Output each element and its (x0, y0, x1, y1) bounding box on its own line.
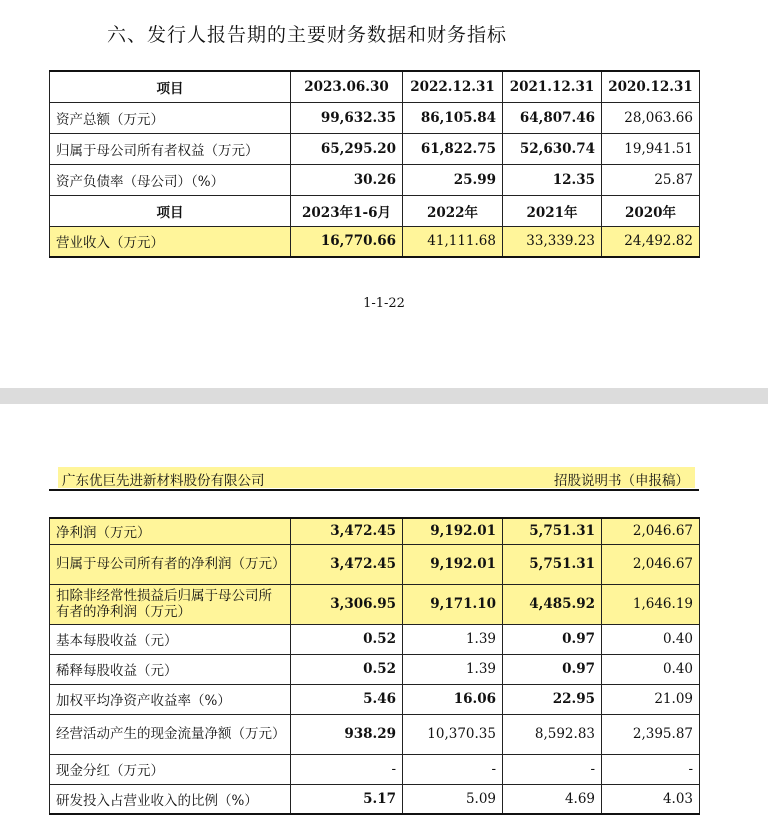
table-row (50, 784, 700, 814)
header-cell: 2020年 (602, 195, 700, 226)
table-row (50, 584, 700, 624)
table-row (50, 544, 700, 584)
value-cell: - (602, 754, 700, 784)
value-cell: 0.52 (291, 624, 403, 654)
table-header-row (50, 71, 700, 102)
header-cell: 2020.12.31 (602, 71, 700, 102)
financial-data-table-2 (49, 517, 700, 815)
value-cell: - (291, 754, 403, 784)
header-cell: 2021.12.31 (503, 71, 602, 102)
row-label: 扣除非经常性损益后归属于母公司所有者的净利润（万元） (50, 584, 291, 624)
value-cell: - (503, 754, 602, 784)
header-rule (49, 489, 699, 491)
table-row (50, 754, 700, 784)
table-row (50, 164, 700, 195)
value-cell: 25.87 (602, 164, 700, 195)
value-cell: 9,192.01 (403, 518, 503, 544)
value-cell: 0.40 (602, 654, 700, 684)
value-cell: 25.99 (403, 164, 503, 195)
value-cell: 5,751.31 (503, 518, 602, 544)
value-cell: 16,770.66 (291, 226, 403, 257)
row-label: 归属于母公司所有者权益（万元） (50, 133, 291, 164)
value-cell: 61,822.75 (403, 133, 503, 164)
value-cell: 4,485.92 (503, 584, 602, 624)
row-label: 资产负债率（母公司）（%） (50, 164, 291, 195)
table-row (50, 133, 700, 164)
table-row (50, 714, 700, 754)
table-row (50, 624, 700, 654)
value-cell: 16.06 (403, 684, 503, 714)
row-label: 基本每股收益（元） (50, 624, 291, 654)
value-cell: 4.03 (602, 784, 700, 814)
page-separator (0, 388, 768, 404)
value-cell: 0.97 (503, 654, 602, 684)
header-cell: 2021年 (503, 195, 602, 226)
table-row (50, 102, 700, 133)
table-row (50, 518, 700, 544)
value-cell: 5.17 (291, 784, 403, 814)
running-header (58, 467, 695, 488)
header-cell: 2023.06.30 (291, 71, 403, 102)
section-title: 六、发行人报告期的主要财务数据和财务指标 (107, 24, 508, 46)
header-cell: 项目 (50, 71, 291, 102)
value-cell: 52,630.74 (503, 133, 602, 164)
value-cell: 0.97 (503, 624, 602, 654)
header-cell: 2022年 (403, 195, 503, 226)
value-cell: - (403, 754, 503, 784)
company-name: 广东优巨先进新材料股份有限公司 (62, 473, 265, 489)
row-label: 现金分红（万元） (50, 754, 291, 784)
value-cell: 22.95 (503, 684, 602, 714)
value-cell: 2,046.67 (602, 544, 700, 584)
value-cell: 99,632.35 (291, 102, 403, 133)
value-cell: 5.46 (291, 684, 403, 714)
row-label: 净利润（万元） (50, 518, 291, 544)
header-cell: 项目 (50, 195, 291, 226)
value-cell: 2,046.67 (602, 518, 700, 544)
value-cell: 938.29 (291, 714, 403, 754)
value-cell: 64,807.46 (503, 102, 602, 133)
value-cell: 65,295.20 (291, 133, 403, 164)
table-subheader-row (50, 195, 700, 226)
value-cell: 3,306.95 (291, 584, 403, 624)
value-cell: 2,395.87 (602, 714, 700, 754)
row-label: 营业收入（万元） (50, 226, 291, 257)
value-cell: 4.69 (503, 784, 602, 814)
row-label: 稀释每股收益（元） (50, 654, 291, 684)
value-cell: 41,111.68 (403, 226, 503, 257)
value-cell: 1.39 (403, 624, 503, 654)
value-cell: 1,646.19 (602, 584, 700, 624)
value-cell: 10,370.35 (403, 714, 503, 754)
document-page-1 (0, 0, 768, 388)
value-cell: 0.40 (602, 624, 700, 654)
value-cell: 1.39 (403, 654, 503, 684)
financial-data-table-1 (49, 70, 700, 258)
header-cell: 2022.12.31 (403, 71, 503, 102)
value-cell: 21.09 (602, 684, 700, 714)
page-number: 1-1-22 (363, 296, 405, 311)
row-label: 研发投入占营业收入的比例（%） (50, 784, 291, 814)
value-cell: 12.35 (503, 164, 602, 195)
value-cell: 3,472.45 (291, 544, 403, 584)
value-cell: 86,105.84 (403, 102, 503, 133)
value-cell: 9,192.01 (403, 544, 503, 584)
row-label: 加权平均净资产收益率（%） (50, 684, 291, 714)
value-cell: 19,941.51 (602, 133, 700, 164)
value-cell: 5.09 (403, 784, 503, 814)
value-cell: 8,592.83 (503, 714, 602, 754)
row-label: 归属于母公司所有者的净利润（万元） (50, 544, 291, 584)
table-row (50, 654, 700, 684)
value-cell: 9,171.10 (403, 584, 503, 624)
value-cell: 3,472.45 (291, 518, 403, 544)
value-cell: 28,063.66 (602, 102, 700, 133)
value-cell: 33,339.23 (503, 226, 602, 257)
document-page-2 (0, 404, 768, 835)
value-cell: 5,751.31 (503, 544, 602, 584)
row-label: 资产总额（万元） (50, 102, 291, 133)
row-label: 经营活动产生的现金流量净额（万元） (50, 714, 291, 754)
table-row (50, 684, 700, 714)
header-cell: 2023年1-6月 (291, 195, 403, 226)
table-row-revenue (50, 226, 700, 257)
document-type: 招股说明书（申报稿） (554, 473, 689, 489)
value-cell: 0.52 (291, 654, 403, 684)
value-cell: 24,492.82 (602, 226, 700, 257)
value-cell: 30.26 (291, 164, 403, 195)
